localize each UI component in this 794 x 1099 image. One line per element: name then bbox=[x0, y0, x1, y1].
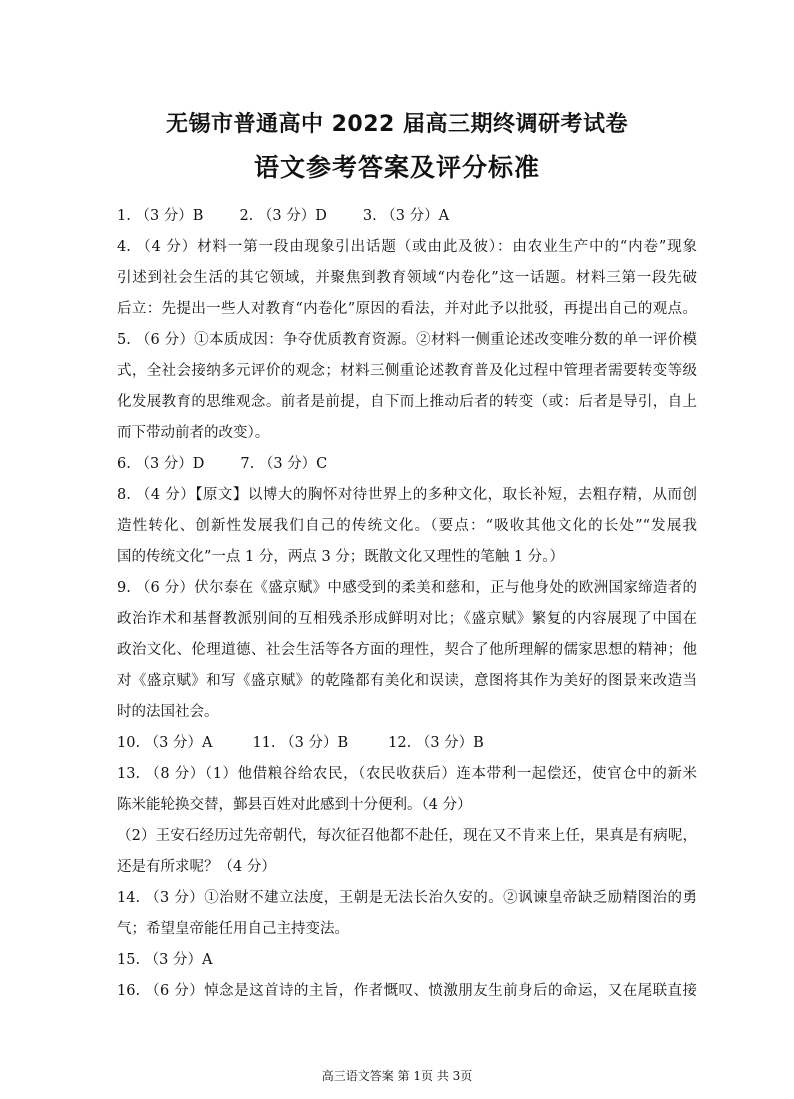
answer-q14-line: 14. （3 分）①治财不建立法度，王朝是无法长治久安的。②讽谏皇帝缺乏励精图治的勇 bbox=[117, 890, 697, 906]
answer-q4-line: 后立：先提出一些人对教育“内卷化”原因的看法，并对此予以批驳，再提出自己的观点。 bbox=[117, 301, 697, 317]
page-footer: 高三语文答案 第 1页 共 3页 bbox=[321, 1069, 473, 1083]
exam-title: 无锡市普通高中 2022 届高三期终调研考试卷 bbox=[165, 112, 629, 137]
answer-q7: 7. （3 分）C bbox=[240, 456, 328, 472]
answer-q13-line: 还是有所求呢？（4 分） bbox=[117, 859, 276, 875]
answer-q8-line: 8. （4 分）【原文】以博大的胸怀对待世界上的多种文化，取长补短，去粗存精，从而创 bbox=[117, 487, 697, 503]
answer-q8-line: 造性转化、创新性发展我们自己的传统文化。（要点：“吸收其他文化的长处”“发展我 bbox=[117, 518, 697, 534]
answer-q9-line: 时的法国社会。 bbox=[117, 704, 219, 720]
answer-q13-line: 13. （8 分）（1）他借粮谷给农民，（农民收获后）连本带利一起偿还，使官仓中的新米 bbox=[117, 766, 697, 782]
answer-q8-line: 国的传统文化”一点 1 分，两点 3 分；既散文化又理性的笔触 1 分。） bbox=[117, 549, 564, 565]
exam-subtitle: 语文参考答案及评分标准 bbox=[253, 153, 540, 182]
answer-q13-line: （2）王安石经历过先帝朝代，每次征召他都不赴任，现在又不肯来上任，果真是有病呢， bbox=[117, 828, 697, 844]
answer-q4-line: 4. （4 分）材料一第一段由现象引出话题（或由此及彼）：由农业生产中的“内卷”现象 bbox=[117, 239, 697, 255]
answer-q14-line: 气；希望皇帝能任用自己主持变法。 bbox=[117, 921, 349, 937]
answer-line-q10-12 bbox=[117, 729, 697, 760]
answer-q9-line: 9. （6 分）伏尔泰在《盛京赋》中感受到的柔美和慈和，正与他身处的欧洲国家缔造者的 bbox=[117, 580, 697, 596]
answer-q1: 1. （3 分）B bbox=[117, 208, 204, 224]
answer-q6: 6. （3 分）D bbox=[117, 456, 205, 472]
answer-q9-line: 对《盛京赋》和写《盛京赋》的乾隆都有美化和误读，意图将其作为美好的图景来改造当 bbox=[117, 673, 697, 689]
answer-line-q6-7 bbox=[117, 450, 697, 481]
answer-q5-line: 化发展教育的思维观念。前者是前提，自下而上推动后者的转变（或：后者是导引，自上 bbox=[117, 394, 697, 410]
answer-line-q1-3 bbox=[117, 202, 697, 233]
answer-q3: 3. （3 分）A bbox=[362, 208, 450, 224]
answer-q13-line: 陈米能轮换交替，鄞县百姓对此感到十分便利。（4 分） bbox=[117, 797, 472, 813]
answer-q4-line: 引述到社会生活的其它领域，并聚焦到教育领域“内卷化”这一话题。材料三第一段先破 bbox=[117, 270, 697, 286]
answer-q11: 11. （3 分）B bbox=[252, 735, 349, 751]
answer-q16-line: 16. （6 分）悼念是这首诗的主旨，作者慨叹、愤激朋友生前身后的命运，又在尾联直接 bbox=[117, 983, 697, 999]
answer-q9-line: 政治文化、伦理道德、社会生活等各方面的理性，契合了他所理解的儒家思想的精神；他 bbox=[117, 642, 697, 658]
answer-body bbox=[117, 202, 697, 1008]
answer-q5-line: 式，全社会接纳多元评价的观念；材料三侧重论述教育普及化过程中管理者需要转变等级 bbox=[117, 363, 697, 379]
answer-q15-line: 15. （3 分）A bbox=[117, 952, 213, 968]
answer-q9-line: 政治诈术和基督教派别间的互相残杀形成鲜明对比；《盛京赋》繁复的内容展现了中国在 bbox=[117, 611, 697, 627]
answer-q5-line: 而下带动前者的改变）。 bbox=[117, 425, 270, 441]
answer-q10: 10. （3 分）A bbox=[117, 735, 213, 751]
answer-q12: 12. （3 分）B bbox=[388, 735, 484, 751]
answer-q2: 2. （3 分）D bbox=[239, 208, 327, 224]
answer-q5-line: 5. （6 分）①本质成因：争夺优质教育资源。②材料一侧重论述改变唯分数的单一评价模 bbox=[117, 332, 697, 348]
